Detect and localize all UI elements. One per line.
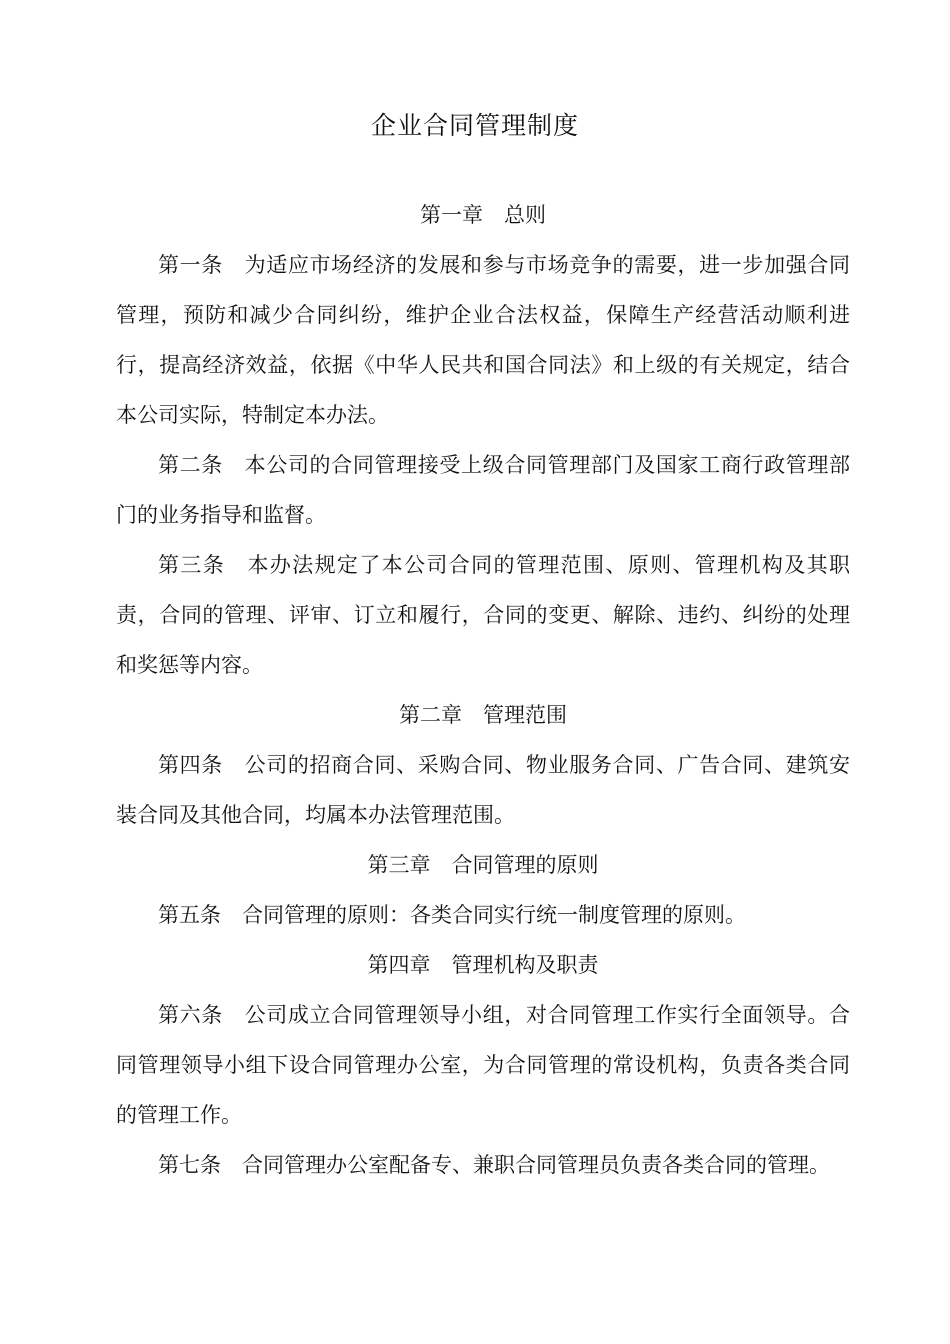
article-4 <box>116 740 850 840</box>
article-3 <box>116 540 850 690</box>
article-3-text: 本办法规定了本公司合同的管理范围、原则、管理机构及其职责，合同的管理、评审、订立和履行，合同的变更、解除、违约、纠纷的处理和奖惩等内容。 <box>116 553 850 677</box>
article-2-text: 本公司的合同管理接受上级合同管理部门及国家工商行政管理部门的业务指导和监督。 <box>116 453 851 527</box>
article-4-text: 公司的招商合同、采购合同、物业服务合同、广告合同、建筑安装合同及其他合同，均属本办法管理范围。 <box>116 753 851 827</box>
article-6-label: 第六条 <box>158 1003 245 1027</box>
chapter-4-heading: 第四章 管理机构及职责 <box>367 953 599 977</box>
article-5-text: 合同管理的原则：各类合同实行统一制度管理的原则。 <box>242 903 746 927</box>
document-title: 企业合同管理制度 <box>370 111 579 140</box>
article-6-text: 公司成立合同管理领导小组，对合同管理工作实行全面领导。合同管理领导小组下设合同管理办公室，为合同管理的常设机构，负责各类合同的管理工作。 <box>116 1003 851 1127</box>
chapter-3-heading: 第三章 合同管理的原则 <box>367 853 599 877</box>
article-6 <box>116 990 850 1140</box>
article-2-label: 第二条 <box>158 453 245 477</box>
article-4-label: 第四条 <box>158 753 245 777</box>
article-7-label: 第七条 <box>158 1153 242 1177</box>
article-2 <box>116 440 850 540</box>
chapter-1-heading: 第一章 总则 <box>420 203 546 227</box>
article-7-text: 合同管理办公室配备专、兼职合同管理员负责各类合同的管理。 <box>242 1153 830 1177</box>
article-1 <box>116 240 850 440</box>
article-1-label: 第一条 <box>158 253 245 277</box>
article-5-label: 第五条 <box>158 903 242 927</box>
article-5 <box>116 890 850 940</box>
article-7 <box>116 1140 850 1190</box>
chapter-2-heading: 第二章 管理范围 <box>399 703 567 727</box>
article-3-label: 第三条 <box>158 553 248 577</box>
document-body <box>116 190 850 1190</box>
article-1-text: 为适应市场经济的发展和参与市场竞争的需要，进一步加强合同管理，预防和减少合同纠纷，维护企业合法权益，保障生产经营活动顺利进行，提高经济效益，依据《中华人民共和国合同法》和上级的有关规定，结合本公司实际，特制定本办法。 <box>116 253 851 427</box>
